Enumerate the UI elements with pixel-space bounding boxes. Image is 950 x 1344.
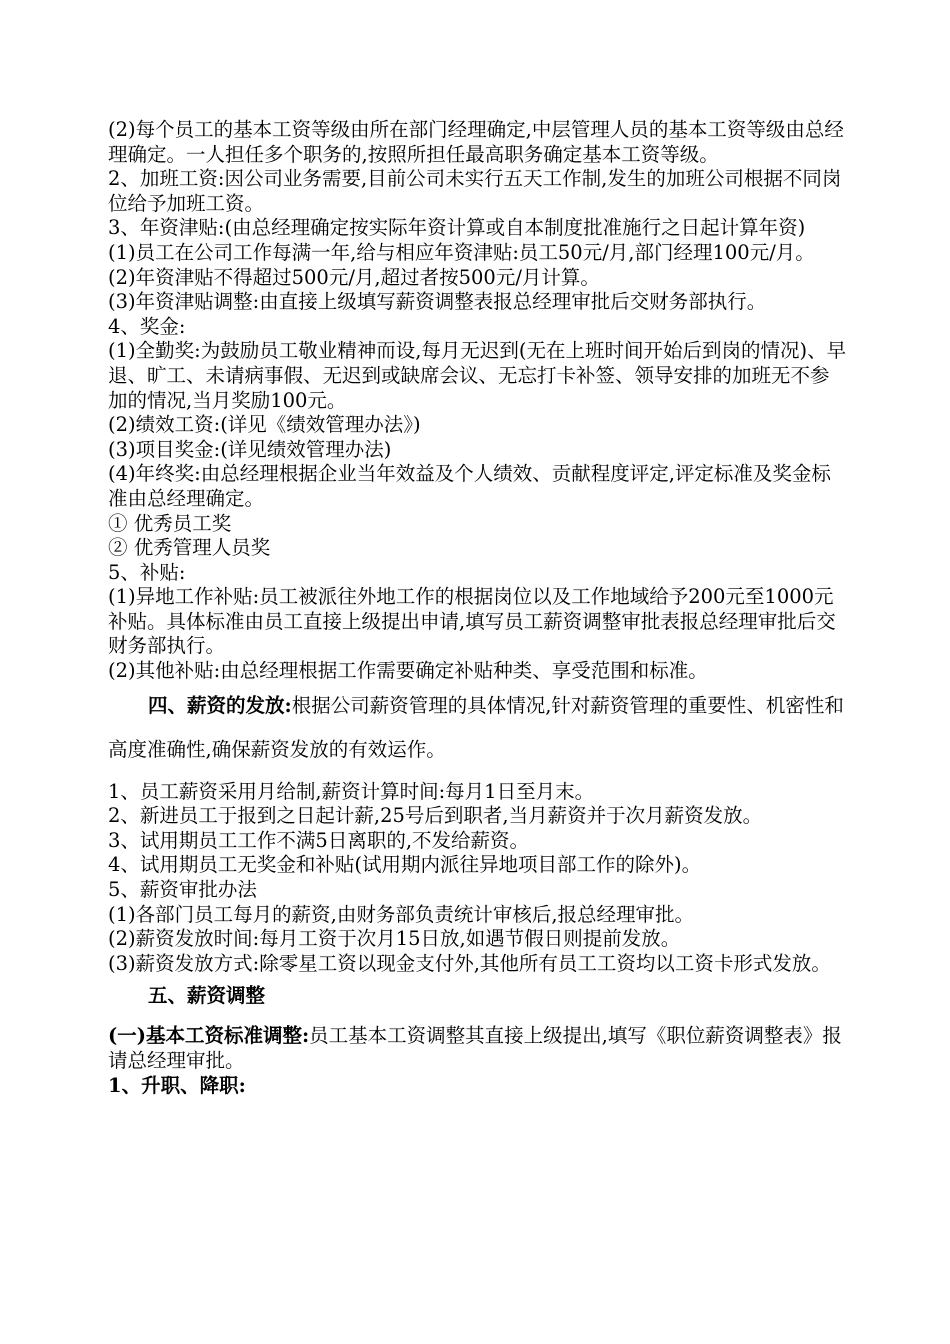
para-pay-5-2: (2)薪资发放时间:每月工资于次月15日放,如遇节假日则提前发放。 — [108, 927, 681, 951]
para-seniority-2: (2)年资津贴不得超过500元/月,超过者按500元/月计算。 — [108, 265, 600, 289]
para-pay-2: 2、新进员工于报到之日起计薪,25号后到职者,当月薪资并于次月薪资发放。 — [108, 804, 763, 828]
adjust-1-title: (一)基本工资标准调整: — [108, 1024, 310, 1048]
section-4-paragraph — [108, 684, 848, 772]
section-4-title: 四、薪资的发放: — [148, 693, 292, 717]
list-item-excellent-manager: ② 优秀管理人员奖 — [108, 536, 271, 560]
para-promotion-demotion: 1、升职、降职: — [108, 1073, 246, 1097]
para-pay-1: 1、员工薪资采用月给制,薪资计算时间:每月1日至月末。 — [108, 779, 595, 803]
para-subsidy-2: (2)其他补贴:由总经理根据工作需要确定补贴种类、享受范围和标准。 — [108, 659, 708, 683]
para-bonus-3: (3)项目奖金:(详见绩效管理办法) — [108, 437, 392, 461]
para-subsidy: 5、补贴: — [108, 560, 186, 584]
para-bonus-2: (2)绩效工资:(详见《绩效管理办法》) — [108, 413, 421, 437]
para-adjust-1 — [108, 1024, 848, 1073]
para-seniority-1: (1)员工在公司工作每满一年,给与相应年资津贴:员工50元/月,部门经理100元/月。 — [108, 240, 815, 264]
para-bonus: 4、奖金: — [108, 314, 186, 338]
para-pay-4: 4、试用期员工无奖金和补贴(试用期内派往异地项目部工作的除外)。 — [108, 853, 702, 877]
adjust-1-text: 员工基本工资调整其直接上级提出,填写《职位薪资调整表》报请总经理审批。 — [108, 1024, 842, 1072]
list-item-excellent-employee: ① 优秀员工奖 — [108, 511, 232, 535]
section-4-text: 根据公司薪资管理的具体情况,针对薪资管理的重要性、机密性和高度准确性,确保薪资发放的有效运作。 — [108, 693, 844, 761]
para-overtime-pay: 2、加班工资:因公司业务需要,目前公司未实行五天工作制,发生的加班公司根据不同岗位给予加班工资。 — [108, 167, 842, 215]
para-seniority-3: (3)年资津贴调整:由直接上级填写薪资调整表报总经理审批后交财务部执行。 — [108, 290, 767, 314]
para-pay-3: 3、试用期员工工作不满5日离职的,不发给薪资。 — [108, 828, 530, 852]
para-pay-5-1: (1)各部门员工每月的薪资,由财务部负责统计审核后,报总经理审批。 — [108, 902, 695, 926]
para-pay-5: 5、薪资审批办法 — [108, 878, 257, 902]
document-page — [108, 118, 848, 1098]
section-5-title: 五、薪资调整 — [148, 984, 266, 1008]
para-bonus-1: (1)全勤奖:为鼓励员工敬业精神而设,每月无迟到(无在上班时间开始后到岗的情况)、早退、旷工、未请病事假、无迟到或缺席会议、无忘打卡补签、领导安排的加班无不参加的情况,当月奖励100元。 — [108, 339, 847, 412]
para-pay-5-3: (3)薪资发放方式:除零星工资以现金支付外,其他所有员工工资均以工资卡形式发放。 — [108, 951, 831, 975]
para-subsidy-1: (1)异地工作补贴:员工被派往外地工作的根据岗位以及工作地域给予200元至1000元补贴。具体标准由员工直接上级提出申请,填写员工薪资调整审批表报总经理审批后交财务部执行。 — [108, 585, 836, 658]
para-bonus-4: (4)年终奖:由总经理根据企业当年效益及个人绩效、贡献程度评定,评定标准及奖金标准由总经理确定。 — [108, 462, 831, 510]
para-seniority-allowance: 3、年资津贴:(由总经理确定按实际年资计算或自本制度批准施行之日起计算年资) — [108, 216, 806, 240]
para-base-salary-grade: (2)每个员工的基本工资等级由所在部门经理确定,中层管理人员的基本工资等级由总经理确定。一人担任多个职务的,按照所担任最高职务确定基本工资等级。 — [108, 118, 844, 166]
